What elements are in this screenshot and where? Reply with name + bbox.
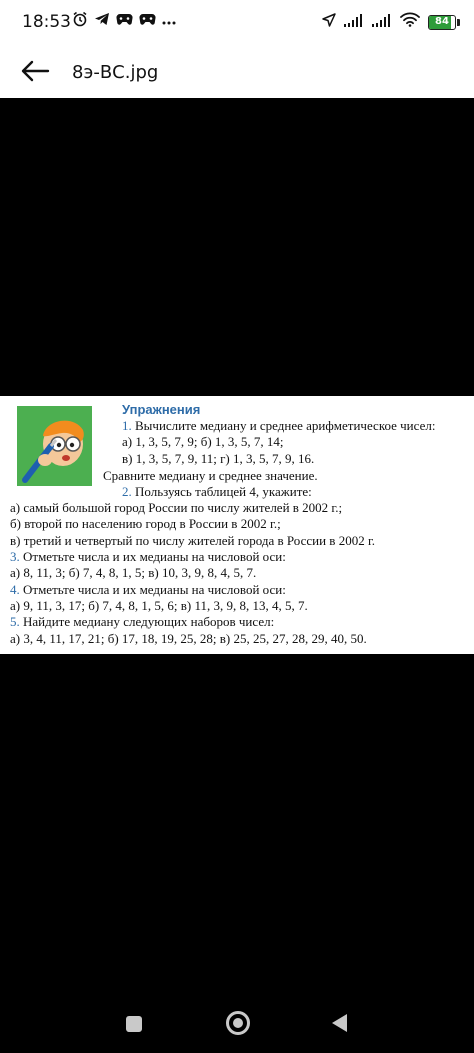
alarm-icon [72, 11, 88, 33]
status-time: 18:53 [22, 12, 71, 32]
exercises-heading: Упражнения [122, 402, 201, 417]
exercise-line: Сравните медиану и среднее значение. [103, 468, 318, 483]
exercise-line: в) 1, 3, 5, 7, 9, 11; г) 1, 3, 5, 7, 9, 16. [122, 451, 315, 466]
exercise-line: 4. Отметьте числа и их медианы на числовой оси: [10, 582, 286, 597]
navigation-bar [0, 998, 474, 1053]
exercise-line: 5. Найдите медиану следующих наборов чисел: [10, 614, 275, 629]
gamepad-icon [116, 12, 133, 32]
exercise-line: а) 3, 4, 11, 17, 21; б) 17, 18, 19, 25, 28; в) 25, 25, 27, 28, 29, 40, 50. [10, 631, 367, 646]
gamepad-icon [139, 12, 156, 32]
exercise-line: 3. Отметьте числа и их медианы на числовой оси: [10, 549, 286, 564]
battery-icon [428, 15, 460, 30]
wifi-icon [400, 12, 420, 32]
exercise-line: а) самый большой город России по числу жителей в 2002 г.; [10, 500, 343, 515]
nav-back-button[interactable] [332, 1014, 347, 1032]
status-bar [0, 0, 474, 44]
exercise-line: б) второй по населению город в России в 2002 г.; [10, 516, 281, 531]
home-button[interactable] [226, 1011, 250, 1035]
telegram-icon [94, 11, 110, 33]
location-icon [322, 13, 336, 32]
signal-icon [372, 13, 392, 32]
exercise-line: а) 9, 11, 3, 17; б) 7, 4, 8, 1, 5, 6; в) 11, 3, 9, 8, 13, 4, 5, 7. [10, 598, 308, 613]
signal-icon [344, 13, 364, 32]
back-button[interactable] [18, 55, 54, 87]
system-icons [322, 12, 460, 32]
title-bar [0, 44, 474, 98]
document-image [0, 396, 474, 654]
arrow-left-icon [18, 55, 54, 87]
image-viewer[interactable] [0, 98, 474, 998]
battery-text: 84 [435, 15, 449, 27]
file-title: 8э-ВС.jpg [72, 62, 159, 83]
notification-icons [72, 11, 176, 33]
exercise-line: 2. Пользуясь таблицей 4, укажите: [122, 484, 312, 499]
boy-with-pen-illustration [17, 406, 92, 486]
exercise-line: а) 8, 11, 3; б) 7, 4, 8, 1, 5; в) 10, 3, 9, 8, 4, 5, 7. [10, 565, 257, 580]
exercise-line: а) 1, 3, 5, 7, 9; б) 1, 3, 5, 7, 14; [122, 434, 284, 449]
exercise-line: 1. Вычислите медиану и среднее арифметическое чисел: [122, 418, 436, 433]
more-icon [162, 12, 176, 32]
exercise-line: в) третий и четвертый по числу жителей города в России в 2002 г. [10, 533, 376, 548]
recents-button[interactable] [126, 1016, 142, 1032]
